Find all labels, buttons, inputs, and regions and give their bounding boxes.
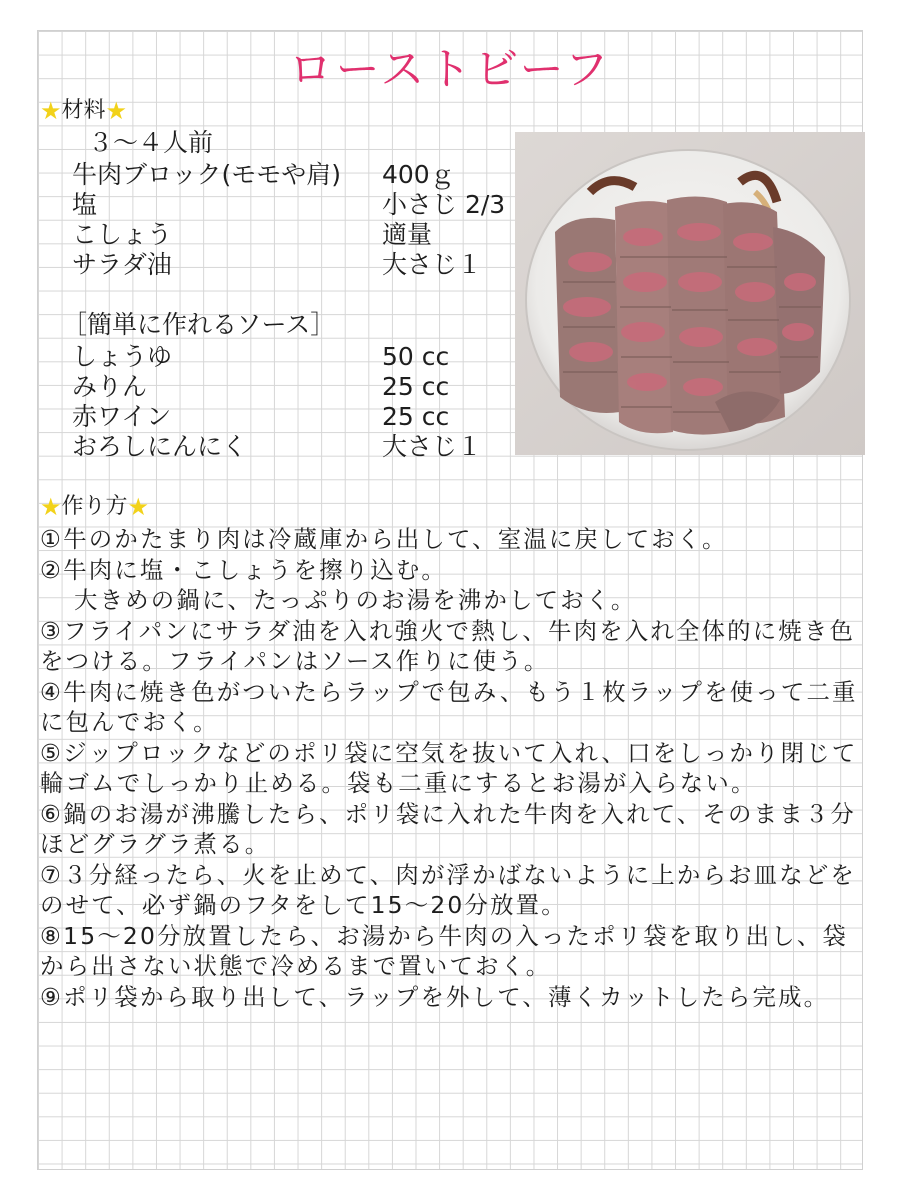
ingredients-heading-label: 材料 [61, 98, 106, 123]
star-icon: ★ [127, 493, 150, 521]
ingredient-qty: 大さじ１ [382, 250, 483, 279]
step-1: ①牛のかたまり肉は冷蔵庫から出して、室温に戻しておく。 [40, 525, 728, 553]
sauce-name: みりん [72, 372, 148, 401]
star-icon: ★ [105, 97, 128, 125]
sauce-name: しょうゆ [72, 342, 173, 371]
star-icon: ★ [40, 493, 62, 521]
sauce-heading: ［簡単に作れるソース］ [62, 310, 336, 339]
ingredient-qty: 400ｇ [382, 160, 455, 189]
step-5: ⑤ジップロックなどのポリ袋に空気を抜いて入れ、口をしっかり閉じて輪ゴムでしっかり止める。袋も二重にするとお湯が入らない。 [40, 738, 858, 797]
sauce-name: 赤ワイン [72, 402, 172, 431]
step-2-continued: 大きめの鍋に、たっぷりのお湯を沸かしておく。 [74, 586, 637, 614]
sauce-qty: 大さじ１ [382, 432, 483, 461]
ingredient-name: 牛肉ブロック(モモや肩) [72, 160, 342, 189]
method-heading-label: 作り方 [61, 494, 128, 519]
ingredient-name: サラダ油 [72, 250, 172, 279]
method-heading [40, 492, 149, 522]
step-4: ④牛肉に焼き色がついたらラップで包み、もう１枚ラップを使って二重に包んでおく。 [40, 677, 858, 736]
ingredients-heading [40, 96, 127, 126]
sauce-qty: 25 cc [382, 372, 450, 401]
step-9: ⑨ポリ袋から取り出して、ラップを外して、薄くカットしたら完成。 [40, 982, 830, 1011]
step-6: ⑥鍋のお湯が沸騰したら、ポリ袋に入れた牛肉を入れて、そのまま３分ほどグラグラ煮る。 [40, 799, 857, 858]
ingredient-name: こしょう [72, 220, 173, 249]
sauce-qty: 25 cc [382, 402, 450, 431]
servings: ３～４人前 [88, 128, 214, 157]
method-steps [40, 524, 870, 1012]
step-7: ⑦３分経ったら、火を止めて、肉が浮かばないように上からお皿などをのせて、必ず鍋のフタをして15～20分放置。 [40, 860, 857, 919]
ingredient-name: 塩 [72, 190, 98, 219]
star-icon: ★ [40, 97, 62, 125]
step-8: ⑧15～20分放置したら、お湯から牛肉の入ったポリ袋を取り出し、袋から出さない状態で冷めるまで置いておく。 [40, 921, 849, 980]
ingredient-qty: 小さじ 2/3 [382, 190, 506, 219]
ingredient-qty: 適量 [382, 220, 433, 249]
sauce-name: おろしにんにく [72, 432, 248, 461]
step-3: ③フライパンにサラダ油を入れ強火で熱し、牛肉を入れ全体的に焼き色をつける。フライパンはソース作りに使う。 [40, 616, 856, 675]
roast-beef-photo [515, 132, 865, 455]
sauce-qty: 50 cc [382, 342, 450, 371]
step-2: ②牛肉に塩・こしょうを擦り込む。 [40, 555, 448, 584]
recipe-title: ローストビーフ [288, 44, 612, 95]
roast-beef-illustration [515, 132, 865, 455]
